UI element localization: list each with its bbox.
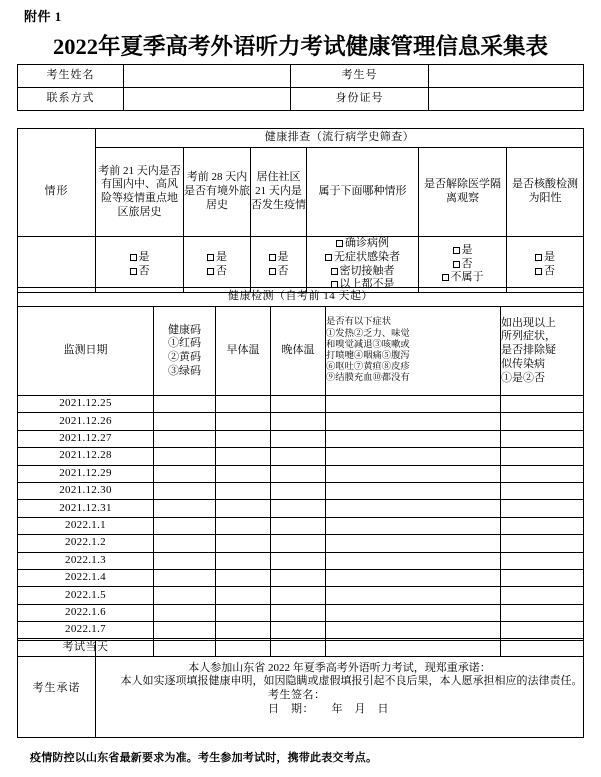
- detection-cell-symptoms[interactable]: [326, 517, 501, 534]
- detection-cell-code[interactable]: [154, 517, 216, 534]
- detection-cell-evening[interactable]: [271, 430, 326, 447]
- field-id-number[interactable]: [429, 88, 584, 111]
- screening-band-title: 健康排查（流行病学史筛查）: [96, 129, 584, 148]
- date-label[interactable]: 日 期： 年 月 日: [268, 702, 389, 715]
- commitment-body: [96, 641, 584, 738]
- checkbox-icon[interactable]: [453, 261, 460, 268]
- detection-cell-exclude[interactable]: [501, 482, 584, 499]
- page-title: 2022年夏季高考外语听力考试健康管理信息采集表: [52, 34, 548, 59]
- detection-cell-evening[interactable]: [271, 622, 326, 639]
- checkbox-icon[interactable]: [331, 268, 338, 275]
- table-row: [18, 500, 584, 517]
- option-label: 密切接触者: [339, 264, 395, 277]
- detection-cell-exclude[interactable]: [501, 587, 584, 604]
- table-row: [18, 413, 584, 430]
- checkbox-option[interactable]: [96, 251, 183, 265]
- screening-col-header-quarantine-released: 是否解除医学隔离观察: [419, 148, 507, 237]
- table-row: [18, 430, 584, 447]
- detection-cell-evening[interactable]: [271, 517, 326, 534]
- option-label: 否: [138, 264, 150, 277]
- detection-rows-body: [18, 396, 584, 657]
- screening-options-domestic-travel: [96, 237, 184, 293]
- detection-date-cell: 2021.12.30: [18, 482, 154, 499]
- screening-col-header-case-category: 属于下面哪种情形: [307, 148, 419, 237]
- detection-band-title: 健康检测（自考前 14 天起）: [18, 288, 584, 307]
- header-line: 所列症状，: [501, 330, 556, 343]
- screening-options-case-category: [307, 237, 419, 293]
- table-row: [18, 482, 584, 499]
- detection-date-cell: 2022.1.1: [18, 517, 154, 534]
- detection-cell-symptoms[interactable]: [326, 482, 501, 499]
- table-row: [18, 622, 584, 639]
- header-line: 监测日期: [63, 344, 108, 357]
- checkbox-icon[interactable]: [336, 240, 343, 247]
- detection-cell-code[interactable]: [154, 430, 216, 447]
- detection-cell-code[interactable]: [154, 604, 216, 621]
- header-line: 是否排除疑: [501, 344, 556, 357]
- field-candidate-name[interactable]: [124, 65, 291, 88]
- detection-cell-symptoms[interactable]: [326, 465, 501, 482]
- detection-cell-symptoms[interactable]: [326, 430, 501, 447]
- checkbox-option[interactable]: [307, 265, 418, 279]
- detection-date-cell: 2021.12.27: [18, 430, 154, 447]
- attachment-label: 附件 1: [24, 9, 62, 24]
- header-line: ①是②否: [501, 371, 545, 384]
- detection-date-cell: 2021.12.31: [18, 500, 154, 517]
- detection-cell-symptoms[interactable]: [326, 396, 501, 413]
- option-label: 否: [216, 264, 227, 277]
- label-id-number: 身份证号: [291, 88, 429, 111]
- detection-cell-symptoms[interactable]: [326, 569, 501, 586]
- screening-col-header-community-outbreak: 居住社区 21 天内是否发生疫情: [251, 148, 307, 237]
- detection-band-row: [18, 288, 584, 307]
- checkbox-icon[interactable]: [269, 268, 276, 275]
- checkbox-icon[interactable]: [207, 268, 214, 275]
- detection-cell-evening[interactable]: [271, 448, 326, 465]
- commitment-paragraph-1: 本人参加山东省 2022 年夏季高考外语听力考试，现郑重承诺：: [188, 661, 491, 674]
- detection-date-cell: 2022.1.6: [18, 604, 154, 621]
- checkbox-icon[interactable]: [535, 268, 542, 275]
- option-label: 是: [544, 250, 556, 263]
- table-row: [18, 552, 584, 569]
- detection-cell-morning[interactable]: [216, 517, 271, 534]
- table-row: [18, 587, 584, 604]
- detection-cell-evening[interactable]: [271, 552, 326, 569]
- detection-cell-evening[interactable]: [271, 413, 326, 430]
- header-line: 晚体温: [281, 344, 315, 357]
- screening-options-community-outbreak: [251, 237, 307, 293]
- detection-cell-code[interactable]: [154, 535, 216, 552]
- checkbox-option[interactable]: [251, 251, 306, 265]
- screening-band-row: [18, 129, 584, 148]
- table-row: [18, 65, 584, 88]
- detection-cell-morning[interactable]: [216, 587, 271, 604]
- table-row: [18, 517, 584, 534]
- detection-cell-evening[interactable]: [271, 569, 326, 586]
- detection-cell-exclude[interactable]: [501, 500, 584, 517]
- detection-table: [17, 287, 584, 657]
- detection-cell-morning[interactable]: [216, 500, 271, 517]
- screening-col-header-nucleic-positive: 是否核酸检测为阳性: [507, 148, 584, 237]
- checkbox-option[interactable]: [307, 237, 418, 251]
- option-label: 无症状感染者: [334, 250, 400, 263]
- table-row: [18, 448, 584, 465]
- detection-col-header-health-code: [154, 307, 216, 396]
- checkbox-option[interactable]: [251, 265, 306, 279]
- screening-row-label: 情形: [18, 148, 96, 237]
- table-row: [18, 604, 584, 621]
- screening-answer-blank[interactable]: [18, 237, 96, 293]
- checkbox-icon[interactable]: [130, 268, 137, 275]
- option-label: 以上都不是: [339, 278, 395, 291]
- detection-cell-code[interactable]: [154, 587, 216, 604]
- signature-label[interactable]: 考生签名：: [268, 689, 326, 701]
- screening-options-row: [18, 237, 584, 293]
- detection-cell-morning[interactable]: [216, 448, 271, 465]
- detection-cell-code[interactable]: [154, 413, 216, 430]
- table-row: [18, 396, 584, 413]
- option-label: 确诊病例: [345, 237, 389, 249]
- detection-cell-exclude[interactable]: [501, 448, 584, 465]
- detection-cell-code[interactable]: [154, 622, 216, 639]
- header-line: 健康码: [168, 323, 201, 336]
- label-candidate-name: 考生姓名: [18, 65, 124, 88]
- checkbox-option[interactable]: [507, 251, 583, 265]
- detection-cell-evening[interactable]: [271, 604, 326, 621]
- header-line: ③绿码: [168, 364, 201, 377]
- commitment-label: 考生承诺: [18, 641, 96, 738]
- screening-options-nucleic-positive: [507, 237, 584, 293]
- detection-cell-exclude[interactable]: [501, 604, 584, 621]
- option-label: 是: [216, 250, 227, 263]
- detection-date-cell: 2022.1.7: [18, 622, 154, 639]
- checkbox-icon[interactable]: [130, 254, 137, 261]
- header-line: 如出现以上: [501, 316, 556, 329]
- option-label: 是: [138, 250, 150, 263]
- detection-cell-exclude[interactable]: [501, 622, 584, 639]
- header-line: ②黄码: [168, 351, 201, 363]
- screening-options-quarantine-released: [419, 237, 507, 293]
- label-contact: 联系方式: [18, 88, 124, 111]
- screening-table: [17, 128, 584, 293]
- detection-cell-morning[interactable]: [216, 482, 271, 499]
- identity-table: [17, 64, 584, 111]
- field-candidate-number[interactable]: [429, 65, 584, 88]
- screening-header-row: [18, 148, 584, 237]
- checkbox-option[interactable]: [307, 251, 418, 265]
- detection-cell-code[interactable]: [154, 465, 216, 482]
- detection-cell-exclude[interactable]: [501, 465, 584, 482]
- detection-cell-morning[interactable]: [216, 622, 271, 639]
- header-line: ⑨结膜充血⑩都没有: [326, 373, 410, 384]
- commitment-table: [17, 640, 584, 738]
- header-line: 打喷嚏④咽痛⑤腹泻: [326, 351, 410, 361]
- detection-cell-symptoms[interactable]: [326, 413, 501, 430]
- detection-cell-exclude[interactable]: [501, 517, 584, 534]
- detection-date-cell: 2022.1.5: [18, 587, 154, 604]
- detection-cell-symptoms[interactable]: [326, 448, 501, 465]
- detection-cell-morning[interactable]: [216, 465, 271, 482]
- label-candidate-number: 考生号: [291, 65, 429, 88]
- detection-cell-morning[interactable]: [216, 569, 271, 586]
- detection-cell-evening[interactable]: [271, 465, 326, 482]
- detection-cell-evening[interactable]: [271, 396, 326, 413]
- detection-cell-code[interactable]: [154, 448, 216, 465]
- checkbox-option[interactable]: [419, 244, 506, 258]
- detection-cell-morning[interactable]: [216, 413, 271, 430]
- detection-cell-code[interactable]: [154, 500, 216, 517]
- option-label: 不属于: [450, 271, 484, 284]
- detection-col-header-symptoms: [326, 307, 501, 396]
- checkbox-option[interactable]: [419, 258, 506, 272]
- detection-cell-morning[interactable]: [216, 535, 271, 552]
- checkbox-option[interactable]: [184, 251, 250, 265]
- option-label: 否: [277, 264, 289, 277]
- option-label: 是: [461, 243, 473, 256]
- detection-cell-evening[interactable]: [271, 535, 326, 552]
- detection-header-row: [18, 307, 584, 396]
- detection-date-cell: 2022.1.2: [18, 535, 154, 552]
- header-line: 早体温: [226, 344, 260, 357]
- header-line: ⑥呕吐⑦黄疸⑧皮疹: [326, 362, 410, 373]
- table-row: [18, 641, 584, 738]
- detection-cell-code[interactable]: [154, 396, 216, 413]
- header-line: ①红码: [168, 337, 201, 350]
- detection-cell-exclude[interactable]: [501, 413, 584, 430]
- detection-cell-exclude[interactable]: [501, 535, 584, 552]
- checkbox-option[interactable]: [507, 265, 583, 279]
- detection-cell-symptoms[interactable]: [326, 604, 501, 621]
- screening-col-header-overseas-travel: 考前 28 天内是否有境外旅居史: [184, 148, 251, 237]
- field-contact[interactable]: [124, 88, 291, 111]
- detection-cell-morning[interactable]: [216, 430, 271, 447]
- detection-cell-morning[interactable]: [216, 396, 271, 413]
- detection-cell-exclude[interactable]: [501, 396, 584, 413]
- commitment-paragraph-2: 本人如实逐项填报健康申明，如因隐瞒或虚假填报引起不良后果，本人愿承担相应的法律责任。: [120, 675, 583, 688]
- detection-cell-exclude[interactable]: [501, 569, 584, 586]
- detection-cell-evening[interactable]: [271, 587, 326, 604]
- checkbox-icon[interactable]: [269, 254, 276, 261]
- detection-col-header-evening-temp: [271, 307, 326, 396]
- detection-cell-morning[interactable]: [216, 552, 271, 569]
- detection-date-cell: 考试当天: [18, 639, 154, 656]
- detection-date-cell: 2021.12.29: [18, 465, 154, 482]
- screening-col-header-domestic-travel: 考前 21 天内是否有国内中、高风险等疫情重点地区旅居史: [96, 148, 184, 237]
- table-row: [18, 88, 584, 111]
- detection-col-header-exclude-infectious: [501, 307, 584, 396]
- detection-cell-symptoms[interactable]: [326, 587, 501, 604]
- detection-cell-morning[interactable]: [216, 604, 271, 621]
- checkbox-option[interactable]: [184, 265, 250, 279]
- detection-date-cell: 2022.1.3: [18, 552, 154, 569]
- detection-cell-exclude[interactable]: [501, 430, 584, 447]
- table-row: [18, 465, 584, 482]
- checkbox-icon[interactable]: [535, 254, 542, 261]
- table-row: [18, 569, 584, 586]
- checkbox-icon[interactable]: [325, 254, 332, 261]
- detection-cell-code[interactable]: [154, 482, 216, 499]
- detection-date-cell: 2021.12.26: [18, 413, 154, 430]
- checkbox-icon[interactable]: [453, 247, 460, 254]
- detection-col-header-morning-temp: [216, 307, 271, 396]
- detection-cell-code[interactable]: [154, 552, 216, 569]
- detection-date-cell: 2021.12.25: [18, 396, 154, 413]
- checkbox-icon[interactable]: [442, 274, 449, 281]
- option-label: 否: [544, 264, 556, 277]
- checkbox-option[interactable]: [96, 265, 183, 279]
- detection-cell-exclude[interactable]: [501, 552, 584, 569]
- header-line: 似传染病: [501, 357, 545, 370]
- option-label: 否: [461, 257, 473, 270]
- footnote: 疫情防控以山东省最新要求为准。考生参加考试时，携带此表交考点。: [30, 752, 378, 764]
- detection-date-cell: 2022.1.4: [18, 569, 154, 586]
- detection-cell-code[interactable]: [154, 569, 216, 586]
- detection-date-cell: 2021.12.28: [18, 448, 154, 465]
- detection-cell-symptoms[interactable]: [326, 622, 501, 639]
- checkbox-icon[interactable]: [207, 254, 214, 261]
- header-line: ①发热②乏力、味觉: [326, 328, 410, 339]
- option-label: 是: [277, 250, 289, 263]
- checkbox-option[interactable]: [419, 271, 506, 285]
- table-row: [18, 535, 584, 552]
- detection-cell-evening[interactable]: [271, 500, 326, 517]
- header-line: 和嗅觉减退③咳嗽或: [326, 339, 410, 350]
- detection-cell-symptoms[interactable]: [326, 535, 501, 552]
- detection-col-header-date: [18, 307, 154, 396]
- detection-cell-evening[interactable]: [271, 482, 326, 499]
- detection-cell-symptoms[interactable]: [326, 500, 501, 517]
- detection-cell-symptoms[interactable]: [326, 552, 501, 569]
- header-line: 是否有以下症状: [326, 317, 392, 328]
- screening-options-overseas-travel: [184, 237, 251, 293]
